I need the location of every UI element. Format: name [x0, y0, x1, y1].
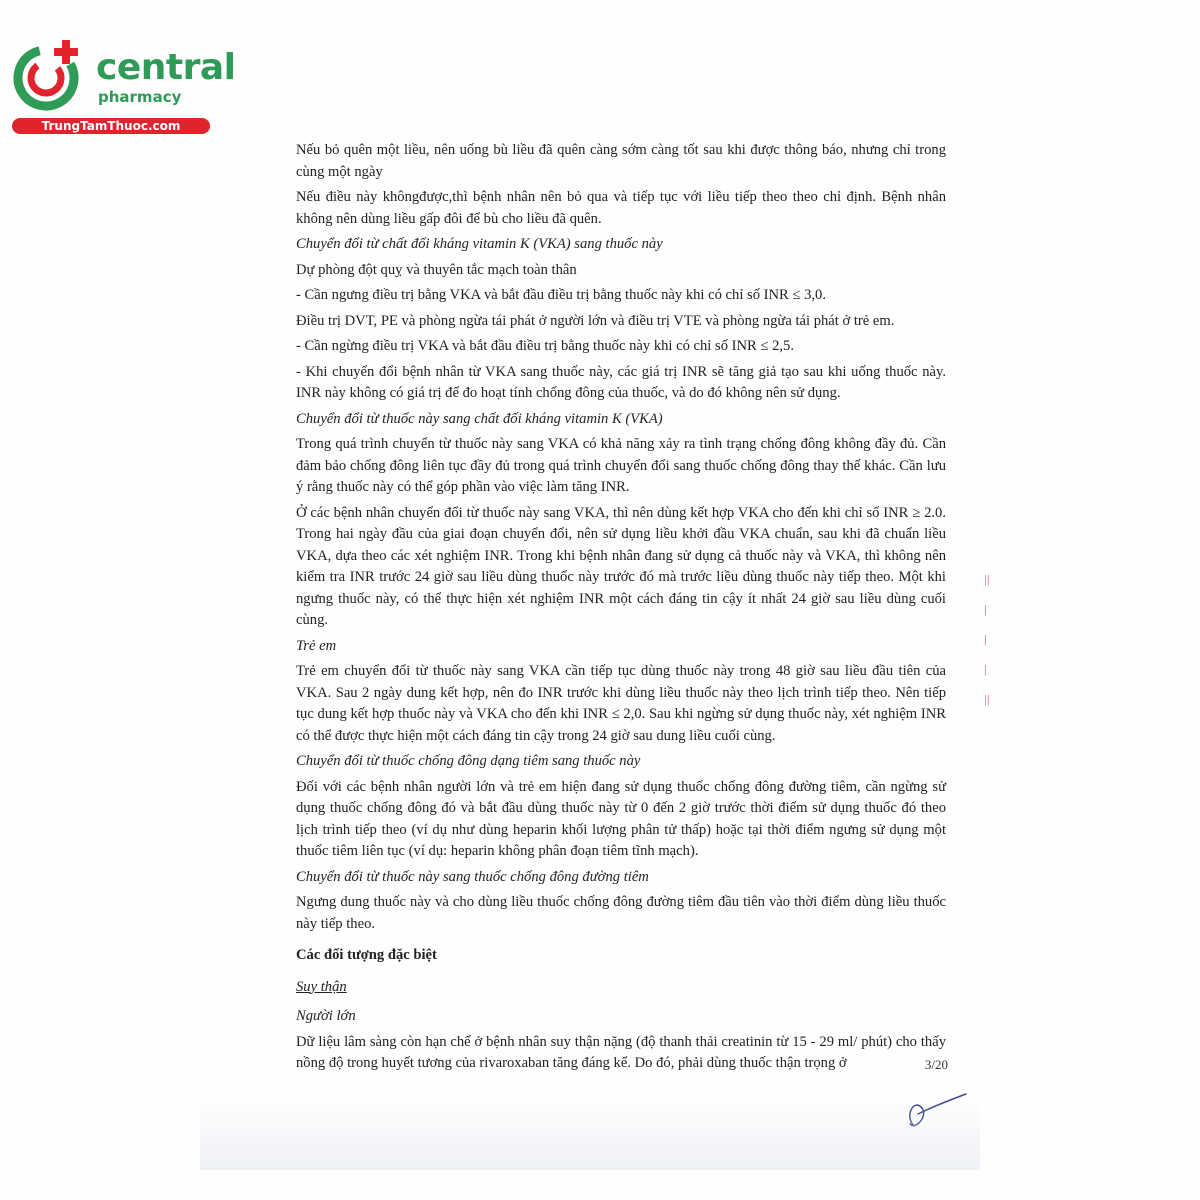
section-heading: Chuyển đổi từ chất đối kháng vitamin K (VKA) sang thuốc này [296, 236, 663, 252]
logo-brand-name: central [96, 47, 236, 88]
scan-shadow [200, 1100, 980, 1170]
page-number: 3/20 [924, 1057, 948, 1072]
subsection-heading: Người lớn [296, 1008, 356, 1024]
paragraph: Dữ liệu lâm sàng còn hạn chế ở bệnh nhân suy thận nặng (độ thanh thải creatinin từ 15 - 29 ml/ phút) cho thấy nồng độ trong huyết tương của rivaroxaban tăng đáng kể. Do đó, phải dùng thuốc thận trọng ở [296, 1033, 946, 1071]
section-heading: Chuyển đổi từ thuốc chống đông dạng tiêm sang thuốc này [296, 753, 641, 769]
section-heading-bold: Các đối tượng đặc biệt [296, 947, 437, 963]
paragraph: Trẻ em chuyển đổi từ thuốc này sang VKA cần tiếp tục dùng thuốc này trong 48 giờ sau liều đầu tiên của VKA. Sau 2 ngày dung kết hợp, nên đo INR trước khi dùng liều thuốc này theo lịch trình tiếp theo. Nên tiếp tục dung kết hợp thuốc này và VKA cho đến khi INR ≤ 2,0. Sau khi ngừng sử dụng thuốc này, xét nghiệm INR có thể được thực hiện một cách đáng tin cậy trong 24 giờ sau dung liều cuối cùng. [296, 663, 946, 744]
paragraph: Điều trị DVT, PE và phòng ngừa tái phát ở người lớn và điều trị VTE và phòng ngừa tái phát ở trẻ em. [296, 312, 895, 329]
paragraph: Dự phòng đột quỵ và thuyên tắc mạch toàn thân [296, 261, 577, 278]
brand-logo[interactable] [10, 36, 236, 136]
logo-website-banner: TrungTamThuoc.com [12, 118, 210, 134]
bullet-item: - Cần ngưng điều trị bằng VKA và bắt đầu điều trị bằng thuốc này khi có chỉ số INR ≤ 3,0. [296, 287, 826, 303]
paragraph: Trong quá trình chuyển từ thuốc này sang VKA có khả năng xảy ra tình trạng chống đông không đầy đủ. Cần đảm bảo chống đông liên tục đầy đủ trong quá trình chuyển đổi sang thuốc chống đông thay thế khác. Cần lưu ý rằng thuốc này có thể góp phần vào việc làm tăng INR. [296, 436, 946, 495]
document-body [296, 140, 946, 1079]
section-heading: Trẻ em [296, 637, 337, 654]
bullet-item: - Khi chuyển đổi bệnh nhân từ VKA sang thuốc này, các giá trị INR sẽ tăng giả tạo sau khi uống thuốc này. INR này không có giá trị để đo hoạt tính chống đông của thuốc, và do đó không nên sử dụng. [296, 363, 946, 401]
stamp-fragment: || | | | || [984, 574, 990, 706]
paragraph: Nếu điều này khôngđược,thì bệnh nhân nên bỏ qua và tiếp tục với liều tiếp theo theo chỉ định. Bệnh nhân không nên dùng liều gấp đôi để bù cho liều đã quên. [296, 189, 946, 227]
section-heading: Chuyển đổi từ thuốc này sang thuốc chống đông đường tiêm [296, 868, 649, 885]
subsection-heading: Suy thận [296, 978, 347, 995]
paragraph: Nếu bỏ quên một liều, nên uống bù liều đã quên càng sớm càng tốt sau khi được thông báo, nhưng chỉ trong cùng một ngày [296, 142, 946, 180]
bullet-item: - Cần ngừng điều trị VKA và bắt đầu điều trị bằng thuốc này khi có chỉ số INR ≤ 2,5. [296, 338, 794, 354]
section-heading: Chuyển đổi từ thuốc này sang chất đối kháng vitamin K (VKA) [296, 410, 663, 427]
logo-subtitle: pharmacy [98, 88, 182, 106]
paragraph: Ngưng dung thuốc này và cho dùng liều thuốc chống đông đường tiêm đầu tiên vào thời điểm dùng liều thuốc này tiếp theo. [296, 894, 946, 932]
central-pharmacy-logo-icon [10, 36, 90, 116]
paragraph: Đối với các bệnh nhân người lớn và trẻ em hiện đang sử dụng thuốc chống đông đường tiêm, cần ngừng sử dụng thuốc chống đông đó và bắt đầu dùng thuốc này từ 0 đến 2 giờ trước thời điểm sử dụng thuốc đó theo lịch trình tiếp theo (ví dụ như dùng heparin khối lượng phân tử thấp) hoặc tại thời điểm ngưng sử dụng một thuốc tiêm liên tục (ví dụ: heparin không phân đoạn tiêm tĩnh mạch). [296, 778, 946, 859]
paragraph: Ở các bệnh nhân chuyển đổi từ thuốc này sang VKA, thì nên dùng kết hợp VKA cho đến khi chỉ số INR ≥ 2.0. Trong hai ngày đầu của giai đoạn chuyển đổi, nên sử dụng liều khởi đầu VKA chuẩn, sau khi đã chuẩn liều VKA, dựa theo các xét nghiệm INR. Trong khi bệnh nhân đang sử dụng cả thuốc này và VKA, thì không nên kiểm tra INR trước 24 giờ sau liều dùng thuốc này trước đó mà trước liều dùng thuốc này tiếp theo. Một khi ngưng thuốc này, có thể thực hiện xét nghiệm INR một cách đáng tin cậy ít nhất 24 giờ sau liều dùng cuối cùng. [296, 504, 946, 628]
